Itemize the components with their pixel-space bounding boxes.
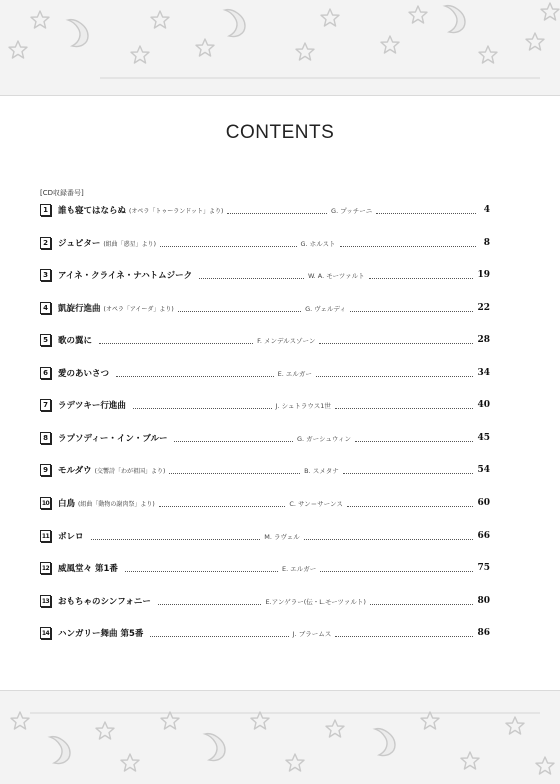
piece-title: 愛のあいさつ bbox=[58, 369, 110, 379]
toc-entry[interactable] bbox=[40, 333, 490, 347]
dot-leader bbox=[160, 246, 297, 247]
stars-and-moons-pattern-top bbox=[0, 0, 560, 95]
dot-leader bbox=[125, 571, 278, 572]
dot-leader bbox=[369, 278, 474, 279]
moon-icon bbox=[205, 734, 225, 761]
toc-entry[interactable] bbox=[40, 236, 490, 250]
dot-leader bbox=[370, 604, 474, 605]
composer: W. A. モーツァルト bbox=[307, 271, 365, 280]
page-number: 34 bbox=[477, 368, 491, 378]
composer: B. スメタナ bbox=[304, 466, 339, 475]
toc-entry[interactable] bbox=[40, 561, 490, 575]
star-icon bbox=[409, 6, 427, 23]
composer: E. エルガー bbox=[277, 369, 312, 378]
star-icon bbox=[286, 754, 304, 771]
star-icon bbox=[321, 9, 339, 26]
piece-title: ジュピター bbox=[58, 239, 101, 249]
star-icon bbox=[461, 752, 479, 769]
page-number: 60 bbox=[477, 498, 491, 508]
track-number: 12 bbox=[40, 562, 51, 574]
star-icon bbox=[421, 712, 439, 729]
page-number: 75 bbox=[477, 563, 490, 573]
composer: G. ホルスト bbox=[300, 239, 336, 248]
moon-icon bbox=[375, 729, 395, 756]
dot-leader bbox=[150, 636, 288, 637]
page-number: 40 bbox=[477, 400, 491, 410]
piece-source: (交響詩「わが祖国」より) bbox=[94, 467, 166, 475]
toc-entry[interactable] bbox=[40, 463, 490, 477]
toc-entry[interactable] bbox=[40, 366, 490, 380]
composer: E.アンゲラー(伝・L.モーツァルト) bbox=[265, 597, 366, 606]
track-number: 10 bbox=[40, 497, 51, 509]
piece-title: アイネ・クライネ・ナハトムジーク bbox=[58, 271, 193, 281]
dot-leader bbox=[320, 571, 473, 572]
contents-title: CONTENTS bbox=[225, 122, 335, 143]
moon-icon bbox=[445, 6, 465, 33]
page-number: 4 bbox=[483, 205, 490, 215]
star-icon bbox=[541, 3, 559, 20]
piece-title: 誰も寝てはならぬ bbox=[58, 206, 127, 216]
piece-source: (オペラ「アイーダ」より) bbox=[103, 305, 174, 313]
page-number: 80 bbox=[477, 596, 490, 606]
track-number: 8 bbox=[40, 432, 51, 444]
dot-leader bbox=[99, 343, 253, 344]
dot-leader bbox=[199, 278, 304, 279]
page-number: 28 bbox=[477, 335, 491, 345]
toc-entry[interactable] bbox=[40, 301, 490, 315]
dot-leader bbox=[347, 506, 474, 507]
dot-leader bbox=[355, 441, 473, 442]
piece-source: (オペラ「トゥーランドット」より) bbox=[129, 207, 224, 215]
track-number: 1 bbox=[40, 204, 51, 216]
dot-leader bbox=[169, 473, 300, 474]
toc-entry[interactable] bbox=[40, 529, 490, 543]
composer: E. エルガー bbox=[282, 564, 317, 573]
toc-entry[interactable] bbox=[40, 496, 490, 510]
track-number: 7 bbox=[40, 399, 51, 411]
composer: F. メンデルスゾーン bbox=[257, 336, 316, 345]
dot-leader bbox=[116, 376, 274, 377]
track-number: 5 bbox=[40, 334, 51, 346]
dot-leader bbox=[174, 441, 292, 442]
star-icon bbox=[9, 41, 27, 58]
piece-source: (組曲「動物の謝肉祭」より) bbox=[78, 500, 155, 508]
bottom-decorative-band bbox=[0, 690, 560, 784]
toc-entry[interactable] bbox=[40, 398, 490, 412]
star-icon bbox=[31, 11, 49, 28]
dot-leader bbox=[158, 604, 262, 605]
piece-title: モルダウ bbox=[58, 466, 92, 476]
star-icon bbox=[326, 720, 344, 737]
dot-leader bbox=[304, 539, 474, 540]
composer: C. サン＝サーンス bbox=[289, 499, 343, 508]
moon-icon bbox=[68, 20, 88, 47]
page-number: 66 bbox=[477, 531, 490, 541]
star-icon bbox=[151, 11, 169, 28]
star-icon bbox=[131, 46, 149, 63]
dot-leader bbox=[133, 408, 272, 409]
page-number: 54 bbox=[477, 465, 491, 475]
page-number: 22 bbox=[477, 303, 490, 313]
star-icon bbox=[251, 712, 269, 729]
composer: J. シュトラウス1世 bbox=[275, 401, 331, 410]
page-number: 86 bbox=[477, 628, 490, 638]
dot-leader bbox=[178, 311, 301, 312]
dot-leader bbox=[91, 539, 261, 540]
composer: J. ブラームス bbox=[292, 629, 332, 638]
page-number: 19 bbox=[477, 270, 490, 280]
star-icon bbox=[381, 36, 399, 53]
dot-leader bbox=[350, 311, 473, 312]
moon-icon bbox=[225, 10, 245, 37]
piece-title: ラプソディー・イン・ブルー bbox=[58, 434, 168, 444]
stars-and-moons-pattern-bottom bbox=[0, 691, 560, 784]
dot-leader bbox=[227, 213, 327, 214]
dot-leader bbox=[376, 213, 476, 214]
piece-title: おもちゃのシンフォニー bbox=[58, 597, 151, 607]
track-number: 3 bbox=[40, 269, 51, 281]
composer: G. ガーシュウィン bbox=[296, 434, 351, 443]
star-icon bbox=[121, 754, 139, 771]
piece-title: ラデツキー行進曲 bbox=[58, 401, 126, 411]
star-icon bbox=[296, 43, 314, 60]
page-number: 8 bbox=[483, 238, 491, 248]
moon-icon bbox=[50, 737, 70, 764]
track-number: 9 bbox=[40, 464, 51, 476]
dot-leader bbox=[343, 473, 474, 474]
track-number: 13 bbox=[40, 595, 51, 607]
cd-track-label: [CD収録番号] bbox=[40, 189, 84, 197]
dot-leader bbox=[319, 343, 473, 344]
page-number: 45 bbox=[477, 433, 491, 443]
piece-title: ハンガリー舞曲 第5番 bbox=[58, 629, 144, 639]
track-number: 14 bbox=[40, 627, 51, 639]
dot-leader bbox=[340, 246, 477, 247]
star-icon bbox=[161, 712, 179, 729]
piece-title: 凱旋行進曲 bbox=[58, 304, 101, 314]
track-number: 6 bbox=[40, 367, 51, 379]
star-icon bbox=[196, 39, 214, 56]
track-number: 11 bbox=[40, 530, 51, 542]
piece-title: 歌の翼に bbox=[58, 336, 93, 346]
toc-entry[interactable] bbox=[40, 594, 490, 608]
star-icon bbox=[11, 712, 29, 729]
toc-entry[interactable] bbox=[40, 626, 490, 640]
composer: M. ラヴェル bbox=[264, 532, 300, 541]
toc-entry[interactable] bbox=[40, 268, 490, 282]
star-icon bbox=[96, 722, 114, 739]
piece-title: ボレロ bbox=[58, 532, 84, 542]
piece-source: (組曲「惑星」より) bbox=[103, 240, 157, 248]
star-icon bbox=[479, 46, 497, 63]
dot-leader bbox=[316, 376, 474, 377]
star-icon bbox=[536, 757, 554, 774]
dot-leader bbox=[159, 506, 286, 507]
piece-title: 威風堂々 第1番 bbox=[58, 564, 118, 574]
composer: G. ヴェルディ bbox=[305, 304, 347, 313]
top-decorative-band bbox=[0, 0, 560, 96]
track-number: 2 bbox=[40, 237, 51, 249]
toc-entry[interactable] bbox=[40, 431, 490, 445]
composer: G. プッチーニ bbox=[331, 206, 373, 215]
track-number: 4 bbox=[40, 302, 51, 314]
toc-entry[interactable] bbox=[40, 203, 490, 217]
star-icon bbox=[526, 33, 544, 50]
star-icon bbox=[506, 717, 524, 734]
dot-leader bbox=[335, 636, 473, 637]
piece-title: 白鳥 bbox=[58, 499, 76, 509]
dot-leader bbox=[335, 408, 474, 409]
